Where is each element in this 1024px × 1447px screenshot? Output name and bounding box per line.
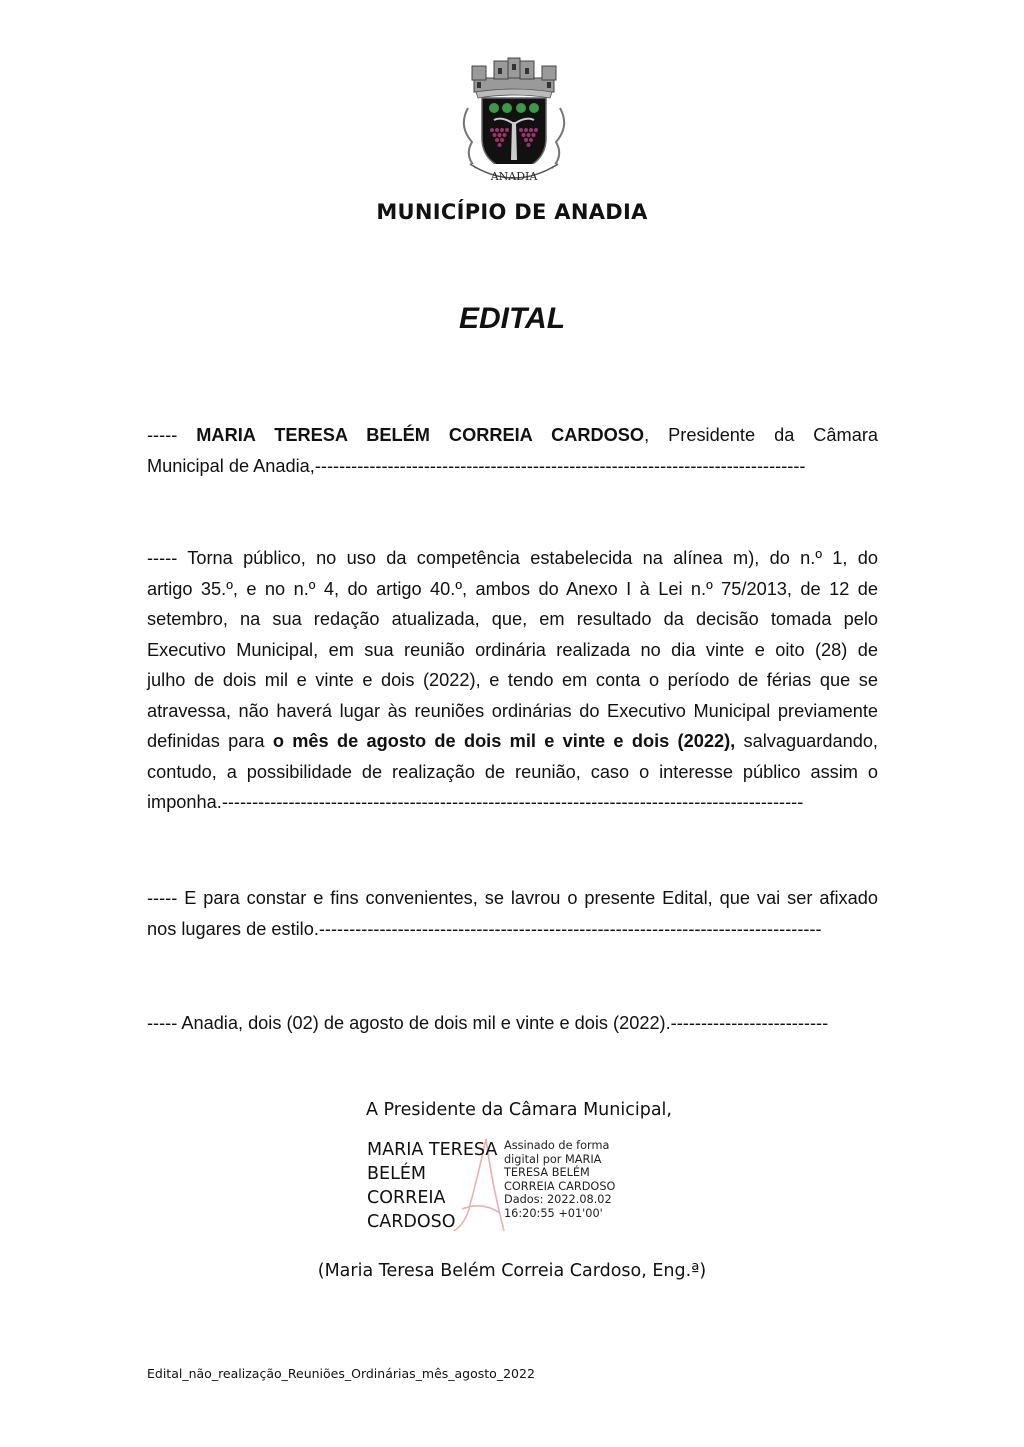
text-line: imponha.------------------------------------------------------------------------------------------------ [147,792,804,812]
highlighted-period: o mês de agosto de dois mil e vinte e dois (2022), [272,731,736,751]
text-line: artigo 35.º, e no n.º 4, do artigo 40.º, ambos do Anexo I à Lei n.º 75/2013, de 12 de [147,578,878,599]
text-line: contudo, a possibilidade de realização de reunião, caso o interesse público assim o [147,761,878,782]
paragraph-posting-notice [147,883,878,944]
signature-title: A Presidente da Câmara Municipal, [366,1100,672,1120]
signer-name: MARIA TERESA BELÉM CORREIA CARDOSO [367,1140,498,1232]
paragraph-president-intro [147,420,878,481]
digital-signature-info: Assinado de forma digital por MARIA TERESA BELÉM CORREIA CARDOSO Dados: 2022.08.02 16:20:55 +01'00' [504,1139,616,1220]
text-line: atravessa, não haverá lugar às reuniões ordinárias do Executivo Municipal previamente [147,700,878,721]
text-line: Municipal de Anadia,--------------------------------------------------------------------------------- [147,455,806,476]
svg-text:ANADIA: ANADIA [490,170,538,183]
paragraph-date-place [147,1008,878,1039]
text-line: julho de dois mil e vinte e dois (2022), e tendo em conta o período de férias que se [147,670,878,690]
text-line: ----- E para constar e fins convenientes, se lavrou o presente Edital, que vai ser afixado [147,888,878,908]
document-title: EDITAL [458,302,566,335]
text-line: setembro, na sua redação atualizada, que, em resultado da decisão tomada pelo [147,609,878,629]
footer-filename: Edital_não_realização_Reuniões_Ordinárias_mês_agosto_2022 [147,1366,535,1381]
text-line: ----- MARIA TERESA BELÉM CORREIA CARDOSO, Presidente da Câmara [147,425,878,445]
text-line: ----- Anadia, dois (02) de agosto de dois mil e vinte e dois (2022).-------------------------- [147,1013,829,1033]
text-line: nos lugares de estilo.----------------------------------------------------------------------------------- [147,918,822,939]
anadia-coat-of-arms-icon [446,56,582,184]
paragraph-announcement [147,543,878,818]
text-line: Executivo Municipal, em sua reunião ordinária realizada no dia vinte e oito (28) de [147,639,878,660]
text-line: ----- Torna público, no uso da competência estabelecida na alínea m), do n.º 1, do [147,548,878,568]
municipality-title: MUNICÍPIO DE ANADIA [376,200,648,224]
president-name: MARIA TERESA BELÉM CORREIA CARDOSO [196,425,645,445]
text-line: definidas para o mês de agosto de dois mil e vinte e dois (2022), salvaguardando, [147,731,878,751]
printed-signer-name: (Maria Teresa Belém Correia Cardoso, Eng.ª) [317,1261,707,1281]
